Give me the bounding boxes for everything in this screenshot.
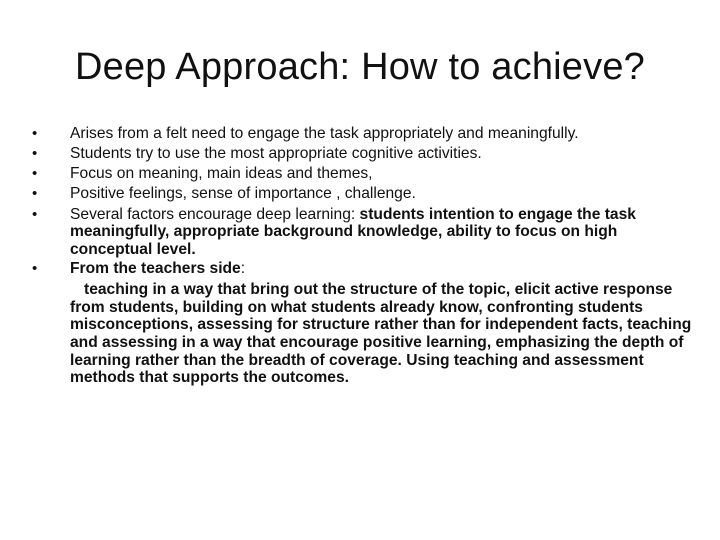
bullet-body-text: teaching in a way that bring out the structure of the topic, elicit active response from students, building on what students already know, confronting students misconceptions, assessing for structure rather than for independent facts, teaching and assessing in a way that encourage positive learning, emphasizing the depth of learning rather than the breadth of coverage. Using teaching and assessment methods that supports the outcomes. [70,281,692,387]
bullet-item-deep-learning-factors [32,206,692,258]
bullet-heading-suffix: : [240,260,246,278]
bullet-list [32,124,692,388]
bullet-item [32,184,692,203]
bullet-item [32,164,692,183]
bullet-item [32,144,692,163]
bullet-text: Arises from a felt need to engage the task appropriately and meaningfully. [70,125,579,142]
bullet-text: Focus on meaning, main ideas and themes, [70,165,373,182]
bullet-text: Positive feelings, sense of importance , challenge. [70,185,416,202]
bullet-intro-text: Several factors encourage deep learning: [70,206,360,223]
slide-title: Deep Approach: How to achieve? [74,46,646,88]
bullet-heading-text: From the teachers side [70,260,241,278]
bullet-text: Students try to use the most appropriate cognitive activities. [70,145,482,162]
bullet-emphasis-text: students intention to engage the task meaningfully, appropriate background knowledge, ability to focus on high conceptual level. [70,206,636,258]
bullet-item-teachers-side [32,259,692,387]
bullet-item [32,124,692,143]
